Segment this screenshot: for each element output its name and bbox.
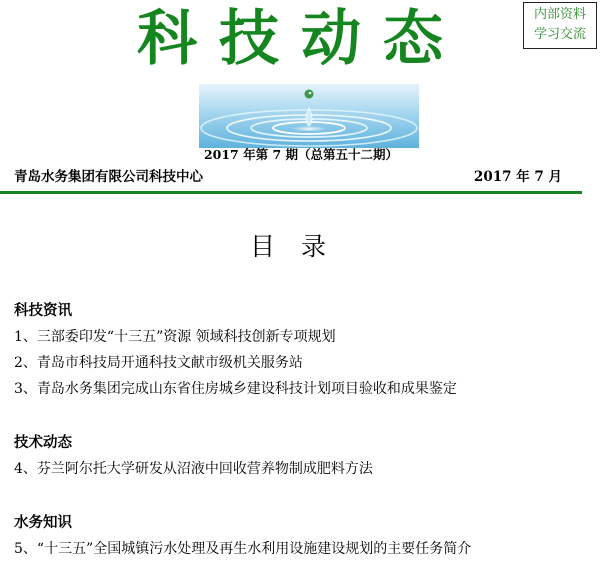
toc-title: 目录	[249, 232, 352, 261]
masthead-title: 科技动态	[137, 4, 465, 74]
water-drop-ripple-image	[199, 84, 419, 148]
stamp-line-2: 学习交流	[533, 27, 586, 42]
section-heading-tech-trends: 技术动态	[14, 435, 72, 451]
publication-date: 2017 年 7 月	[473, 169, 562, 185]
toc-item: 1、三部委印发“十三五”资源 领域科技创新专项规划	[14, 329, 336, 345]
header-divider	[0, 191, 582, 194]
toc-item: 4、芬兰阿尔托大学研发从沼液中回收营养物制成肥料方法	[14, 461, 373, 477]
issue-number: 2017 年第 7 期（总第五十二期）	[203, 147, 399, 162]
stamp-line-1: 内部资料	[533, 7, 586, 22]
section-heading-tech-news: 科技资讯	[14, 303, 72, 319]
publisher-name: 青岛水务集团有限公司科技中心	[14, 169, 203, 185]
section-heading-water-knowledge: 水务知识	[14, 515, 72, 531]
toc-item: 5、“十三五”全国城镇污水处理及再生水利用设施建设规划的主要任务简介	[14, 541, 472, 557]
toc-item: 2、青岛市科技局开通科技文献市级机关服务站	[14, 355, 303, 371]
toc-item: 3、青岛水务集团完成山东省住房城乡建设科技计划项目验收和成果鉴定	[14, 381, 457, 397]
